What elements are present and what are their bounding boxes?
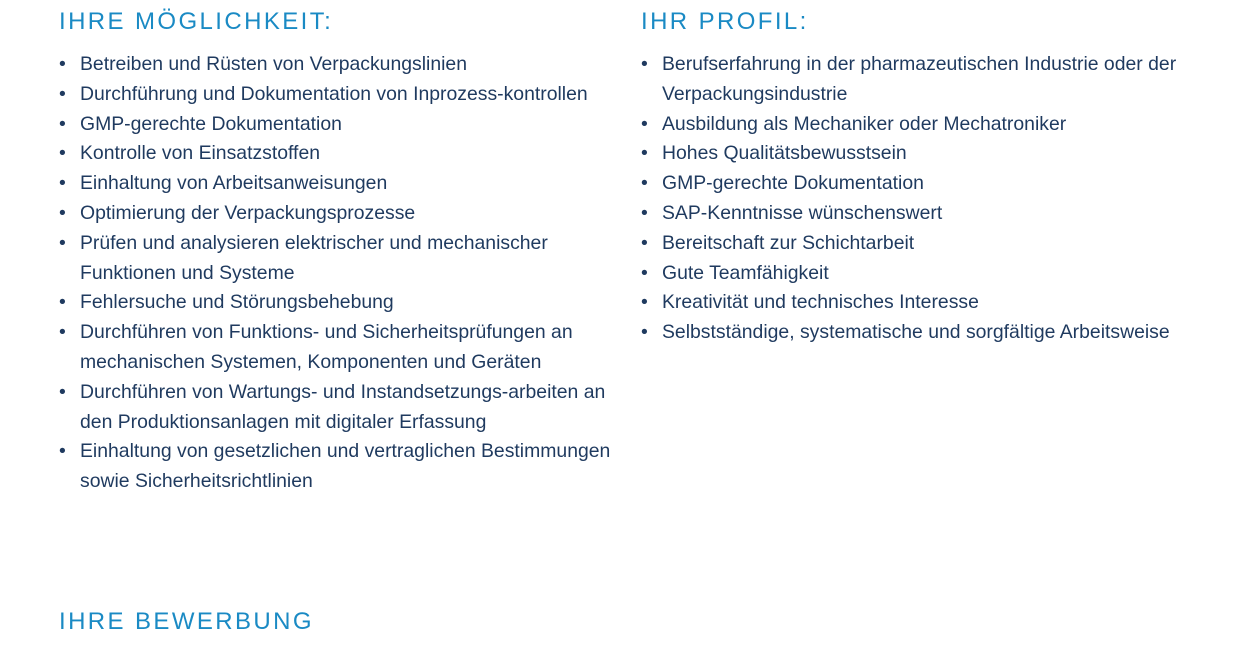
list-item [641,139,1201,169]
bullet-icon: • [59,291,66,314]
opportunities-list [59,50,619,497]
list-item [59,169,619,199]
bullet-icon: • [641,112,648,135]
bullet-icon: • [59,53,66,75]
list-item-text: GMP-gerechte Dokumentation [80,112,342,135]
list-item [59,437,619,497]
list-item [59,199,619,229]
bullet-icon: • [59,380,66,403]
list-item [59,50,619,80]
bullet-icon: • [641,321,648,344]
list-item [59,288,619,318]
list-item [641,110,1201,140]
list-item-text: Durchführung und Dokumentation von Inprozess-kontrollen [80,82,588,105]
bullet-icon: • [641,231,648,254]
profile-section [641,0,1201,348]
bullet-icon: • [59,112,66,135]
bullet-icon: • [59,82,66,105]
bullet-icon: • [59,201,66,224]
list-item-text: SAP-Kenntnisse wünschenswert [662,201,943,224]
list-item-text: Gute Teamfähigkeit [662,261,829,284]
list-item [59,139,619,169]
list-item-text: GMP-gerechte Dokumentation [662,172,924,195]
list-item [641,169,1201,199]
list-item [641,318,1201,348]
list-item-text: Prüfen und analysieren elektrischer und mechanischer Funktionen und Systeme [80,231,548,284]
opportunities-heading: IHRE MÖGLICHKEIT: [59,8,334,35]
bullet-icon: • [59,142,66,165]
list-item-text: Optimierung der Verpackungsprozesse [80,201,416,224]
application-heading: IHRE BEWERBUNG [59,608,314,635]
list-item-text: Durchführen von Funktions- und Sicherheitsprüfungen an mechanischen Systemen, Komponenten und Geräten [80,321,573,373]
list-item [641,229,1201,259]
profile-list [641,50,1201,348]
bullet-icon: • [59,440,66,463]
profile-heading: IHR PROFIL: [641,8,809,35]
list-item-text: Bereitschaft zur Schichtarbeit [662,231,915,254]
list-item [59,318,619,378]
bullet-icon: • [59,321,66,344]
bullet-icon: • [59,231,66,254]
bullet-icon: • [641,261,648,284]
list-item-text: Einhaltung von gesetzlichen und vertraglichen Bestimmungen sowie Sicherheitsrichtlinien [80,440,611,493]
list-item-text: Kontrolle von Einsatzstoffen [80,142,321,165]
bullet-icon: • [641,172,648,195]
bullet-icon: • [59,172,66,195]
list-item-text: Selbstständige, systematische und sorgfältige Arbeitsweise [662,321,1170,344]
list-item-text: Durchführen von Wartungs- und Instandsetzungs-arbeiten an den Produktionsanlagen mit digitaler Erfassung [80,380,606,433]
bullet-icon: • [641,291,648,314]
list-item-text: Ausbildung als Mechaniker oder Mechatroniker [662,112,1067,135]
bullet-icon: • [641,201,648,224]
bullet-icon: • [641,53,648,75]
list-item [641,288,1201,318]
list-item [641,259,1201,289]
list-item [59,229,619,289]
list-item [59,80,619,110]
opportunities-section [59,0,619,497]
list-item-text: Betreiben und Rüsten von Verpackungslinien [80,53,467,75]
list-item [59,110,619,140]
bullet-icon: • [641,142,648,165]
list-item-text: Kreativität und technisches Interesse [662,291,979,314]
list-item-text: Fehlersuche und Störungsbehebung [80,291,394,314]
list-item-text: Berufserfahrung in der pharmazeutischen Industrie oder der Verpackungsindustrie [662,53,1177,105]
list-item-text: Hohes Qualitätsbewusstsein [662,142,907,165]
list-item [59,378,619,438]
list-item [641,50,1201,110]
list-item [641,199,1201,229]
list-item-text: Einhaltung von Arbeitsanweisungen [80,172,388,195]
